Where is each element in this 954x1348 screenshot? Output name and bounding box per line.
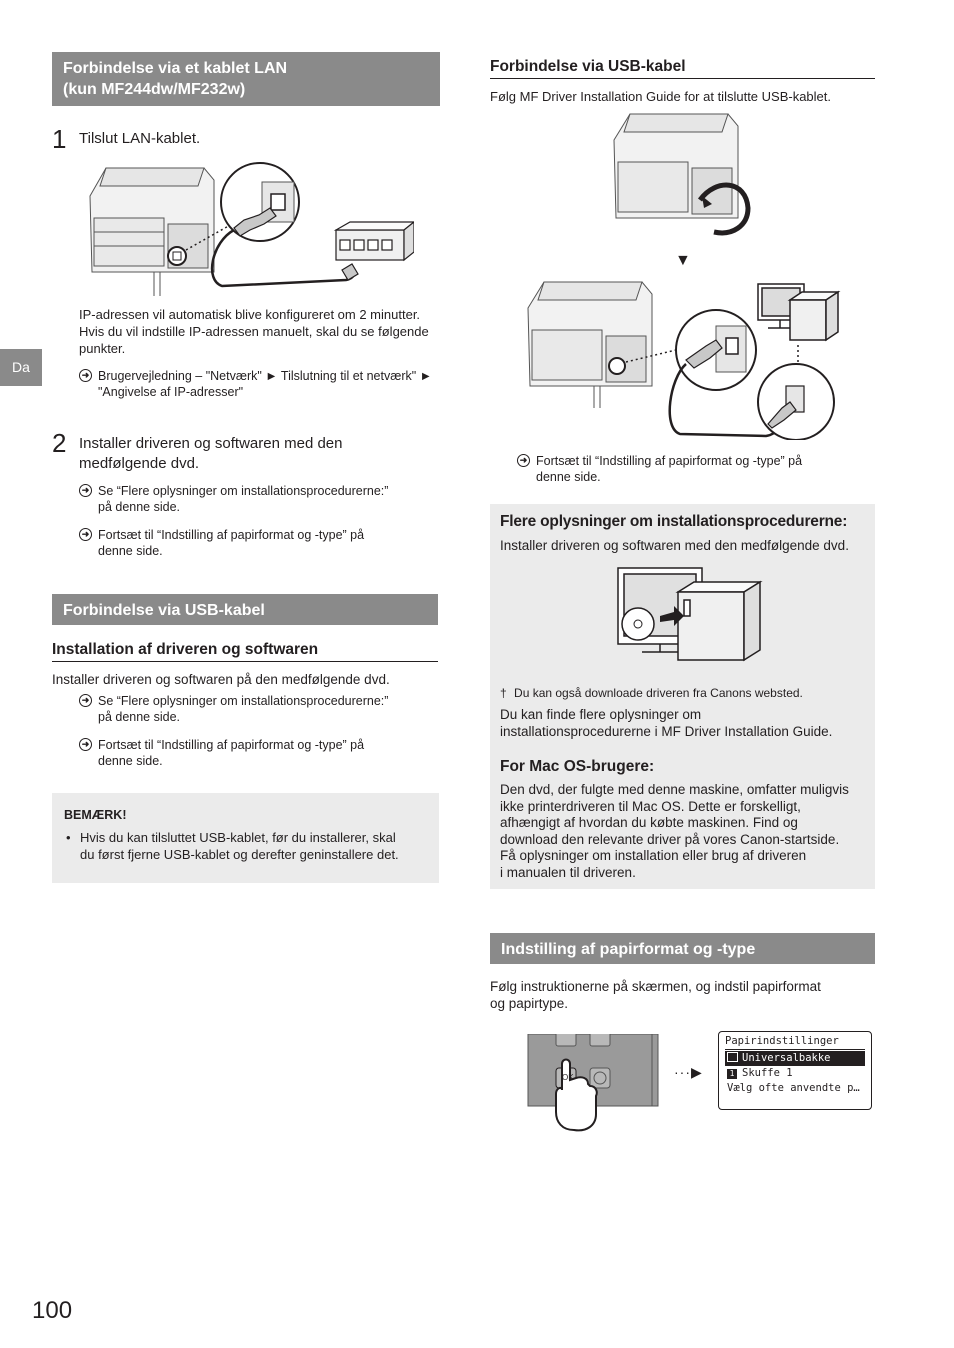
ref-ip-address-link[interactable]	[79, 368, 441, 400]
ref6-line2: denne side.	[536, 470, 601, 484]
note-box	[52, 793, 439, 883]
lan-banner	[52, 52, 440, 106]
usb-heading-right: Forbindelse via USB-kabel	[490, 58, 875, 79]
arrow-right-icon: ➜	[517, 454, 530, 467]
lan-banner-line1: Forbindelse via et kablet LAN	[63, 60, 288, 77]
ref2-line2: på denne side.	[98, 500, 181, 514]
arrow-right-icon: ➜	[79, 369, 92, 382]
dotted-arrow-icon: ···▶	[674, 1064, 703, 1080]
lcd-item-drawer1[interactable]	[725, 1066, 865, 1081]
ref4-line2: på denne side.	[98, 710, 181, 724]
note-title: BEMÆRK!	[64, 808, 127, 822]
arrow-right-icon: ➜	[79, 484, 92, 497]
footnote-text: Du kan også downloade driveren fra Canons websted.	[514, 686, 803, 700]
step1-number: 1	[52, 124, 67, 154]
footnote	[500, 685, 803, 701]
ref1-line1: Brugervejledning – "Netværk" ► Tilslutning til et netværk" ►	[98, 369, 433, 383]
note-line1: Hvis du kan tilsluttet USB-kablet, før du installerer, skal	[80, 830, 396, 845]
ref6-line1: Fortsæt til “Indstilling af papirformat og -type” på	[536, 454, 803, 468]
arrow-right-icon: ➜	[79, 738, 92, 751]
ref1-line2: "Angivelse af IP-adresser"	[98, 385, 244, 399]
mac-line4: download den relevante driver på vores Canon-startside.	[500, 831, 840, 847]
lcd-item1-label: Universalbakke	[742, 1052, 831, 1064]
mac-line3: afhængigt af hvordan du købte maskinen. Find og	[500, 815, 798, 831]
ip-text-line1: IP-adressen vil automatisk blive konfigureret om 2 minutter.	[79, 307, 421, 322]
mac-text	[500, 782, 849, 882]
tray-icon	[727, 1052, 738, 1062]
dvd-install-illustration	[616, 566, 764, 664]
step2-line1: Installer driveren og softwaren med den	[79, 435, 343, 452]
lcd-item2-label: Skuffe 1	[742, 1067, 793, 1079]
more-line1: Du kan finde flere oplysninger om	[500, 707, 702, 722]
ref-paper-settings-link-2[interactable]	[79, 737, 419, 769]
lcd-screen	[718, 1031, 872, 1110]
bullet-icon: •	[66, 830, 71, 845]
paper-settings-text	[490, 978, 821, 1012]
more-info-text	[500, 706, 832, 740]
arrow-right-icon: ➜	[79, 528, 92, 541]
usb-text-right: Følg MF Driver Installation Guide for at tilslutte USB-kablet.	[490, 89, 832, 104]
lcd-title: Papirindstillinger	[725, 1034, 865, 1050]
ref4-line1: Se “Flere oplysninger om installationsprocedurerne:”	[98, 694, 389, 708]
step2-line2: medfølgende dvd.	[79, 455, 200, 472]
more-line2: installationsprocedurerne i MF Driver Installation Guide.	[500, 724, 833, 739]
ok-button-label: OK	[562, 1073, 574, 1082]
usb-port-illustration	[606, 108, 756, 243]
install-text: Installer driveren og softwaren på den medfølgende dvd.	[52, 672, 390, 687]
paper-settings-banner: Indstilling af papirformat og -type	[490, 933, 875, 964]
page-number: 100	[32, 1297, 73, 1324]
ref-paper-settings-link[interactable]	[79, 527, 419, 559]
paper-line2: og papirtype.	[490, 996, 569, 1011]
paper-line1: Følg instruktionerne på skærmen, og indstil papirformat	[490, 979, 821, 994]
ip-text-line3: punkter.	[79, 341, 126, 356]
ref2-line1: Se “Flere oplysninger om installationsprocedurerne:”	[98, 484, 389, 498]
ref3-line1: Fortsæt til “Indstilling af papirformat og -type” på	[98, 528, 365, 542]
info-heading: Flere oplysninger om installationsprocedurerne:	[500, 513, 848, 530]
ref-more-info-link-2[interactable]	[79, 693, 419, 725]
note-line2: du først fjerne USB-kablet og derefter geninstallere det.	[80, 847, 399, 862]
ref-paper-settings-link-3[interactable]	[517, 453, 857, 485]
mac-line2: ikke printerdriveren til Mac OS. Dette er forskelligt,	[500, 798, 801, 814]
lan-connection-illustration	[84, 160, 414, 306]
mac-heading: For Mac OS-brugere:	[500, 758, 655, 775]
arrow-right-icon: ➜	[79, 694, 92, 707]
mac-line1: Den dvd, der fulgte med denne maskine, omfatter muligvis	[500, 782, 849, 797]
mac-line5: Få oplysninger om installation eller brug af driveren	[500, 848, 807, 864]
usb-cable-illustration	[520, 278, 850, 440]
down-arrow-icon: ▼	[675, 252, 691, 269]
lcd-item-multipurpose-tray[interactable]	[725, 1051, 865, 1066]
ref-more-info-link[interactable]	[79, 483, 419, 515]
note-bullet	[64, 829, 427, 863]
step1-text: Tilslut LAN-kablet.	[79, 130, 201, 147]
step2-text	[79, 434, 342, 474]
ref5-line1: Fortsæt til “Indstilling af papirformat og -type” på	[98, 738, 365, 752]
lan-banner-line2: (kun MF244dw/MF232w)	[63, 81, 246, 98]
mac-line6: i manualen til driveren.	[500, 864, 636, 880]
install-heading: Installation af driveren og softwaren	[52, 641, 438, 662]
ip-text-line2: Hvis du vil indstille IP-adressen manuelt, skal du se følgende	[79, 324, 429, 339]
ref5-line2: denne side.	[98, 754, 163, 768]
ref3-line2: denne side.	[98, 544, 163, 558]
language-tab: Da	[0, 349, 42, 386]
footnote-mark: †	[500, 686, 507, 700]
control-panel-illustration	[526, 1034, 662, 1134]
step2-number: 2	[52, 428, 67, 458]
usb-banner-left: Forbindelse via USB-kabel	[52, 594, 438, 625]
drawer-number-badge: 1	[727, 1069, 737, 1079]
lcd-item-frequent-paper[interactable]: Vælg ofte anvendte p…	[727, 1082, 860, 1094]
info-text: Installer driveren og softwaren med den medfølgende dvd.	[500, 538, 849, 553]
ip-address-paragraph	[79, 306, 441, 357]
